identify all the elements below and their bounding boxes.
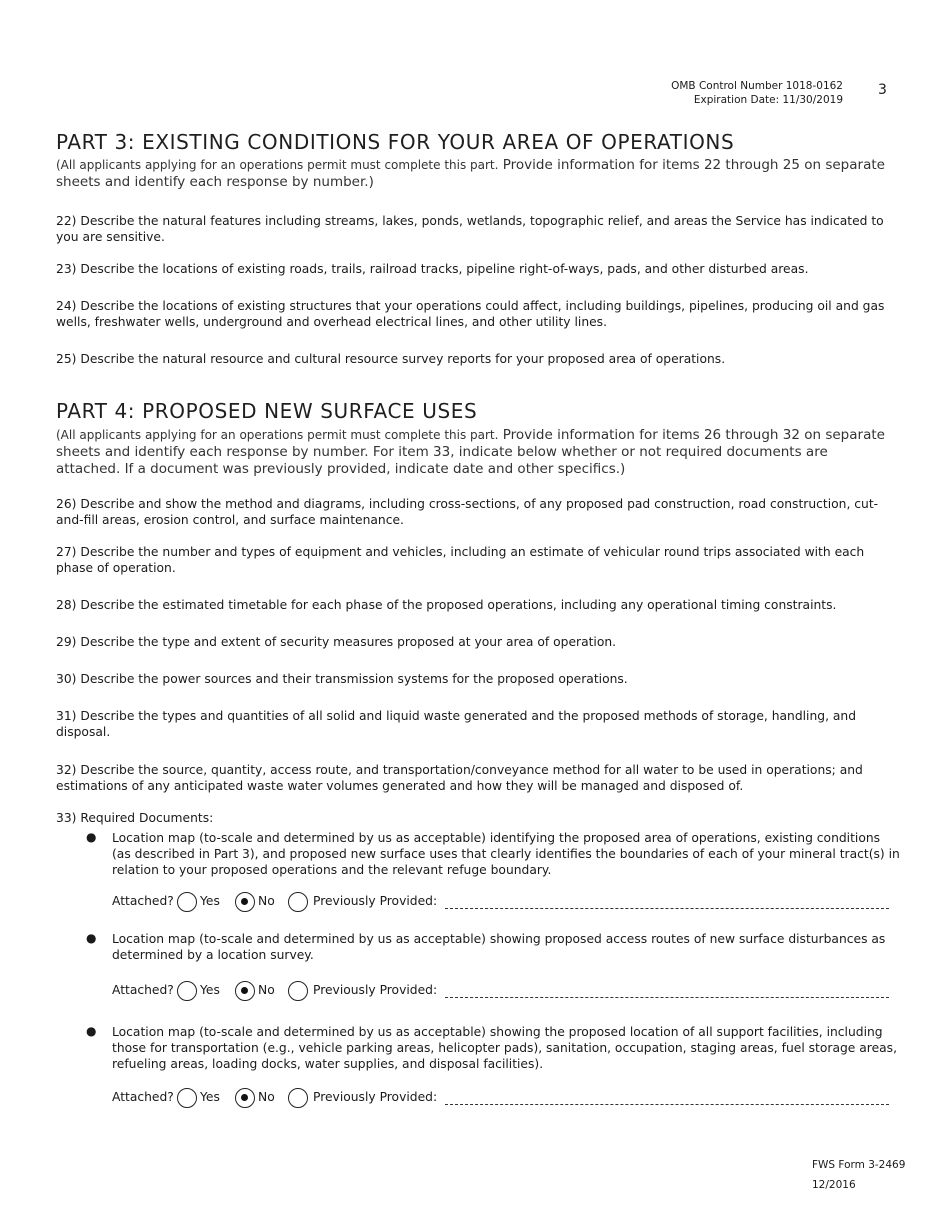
part4-intro-rest: Provide information for items 26 through 32 on separate sheets and identify each response by number. For item 33, indicate below whether or not required documents are attached. If a document was previously provided, indicate date and other specifics.) [56, 427, 885, 477]
document-3-text: Location map (to-scale and determined by us as acceptable) showing the proposed location of all support facilities, including those for transportation (e.g., vehicle parking areas, helicopter pads), sanitation, occupation, staging areas, fuel storage areas, refueling areas, loading docks, water supplies, and disposal facilities). [112, 1025, 898, 1071]
item-30: 30) Describe the power sources and their transmission systems for the proposed operations. [56, 672, 628, 686]
expiration-date: Expiration Date: 11/30/2019 [693, 94, 843, 106]
item-26: 26) Describe and show the method and diagrams, including cross-sections, of any proposed pad construction, road construction, cut-and-fill areas, erosion control, and surface maintenance. [56, 497, 879, 527]
item-23: 23) Describe the locations of existing roads, trails, railroad tracks, pipeline right-of-ways, pads, and other disturbed areas. [56, 262, 809, 276]
previously-provided-label: Previously Provided: [313, 1090, 438, 1104]
document-1-previously-radio[interactable] [288, 892, 308, 912]
document-2-yes-radio[interactable] [177, 981, 197, 1001]
omb-block [671, 79, 843, 107]
document-3-previously-field[interactable] [445, 1090, 889, 1105]
item-28: 28) Describe the estimated timetable for each phase of the proposed operations, including any operational timing constraints. [56, 598, 837, 612]
no-label: No [258, 1090, 275, 1104]
bullet-icon: ● [86, 830, 97, 844]
omb-control-number: OMB Control Number 1018-0162 [671, 80, 843, 92]
yes-label: Yes [200, 1090, 220, 1104]
item-31: 31) Describe the types and quantities of all solid and liquid waste generated and the proposed methods of storage, handling, and disposal. [56, 709, 857, 739]
item-32: 32) Describe the source, quantity, access route, and transportation/conveyance method for all water to be used in operations; and estimations of any anticipated waste water volumes generated and how they will be managed and disposed of. [56, 763, 863, 793]
item-25: 25) Describe the natural resource and cultural resource survey reports for your proposed area of operations. [56, 352, 726, 366]
page-number: 3 [878, 82, 887, 98]
yes-label: Yes [200, 983, 220, 997]
document-1-no-radio[interactable] [235, 892, 255, 912]
item-27: 27) Describe the number and types of equipment and vehicles, including an estimate of vehicular round trips associated with each phase of operation. [56, 545, 865, 575]
document-2-no-radio[interactable] [235, 981, 255, 1001]
no-label: No [258, 983, 275, 997]
footer-form-number: FWS Form 3-2469 [812, 1159, 906, 1171]
part3-intro-small: (All applicants applying for an operations permit must complete this part. [56, 158, 499, 172]
footer-form-date: 12/2016 [812, 1179, 856, 1191]
part3-title: PART 3: EXISTING CONDITIONS FOR YOUR AREA OF OPERATIONS [56, 130, 735, 154]
item-29: 29) Describe the type and extent of security measures proposed at your area of operation. [56, 635, 617, 649]
part3-intro-rest: Provide information for items 22 through 25 on separate sheets and identify each response by number.) [56, 157, 885, 190]
document-3-yes-radio[interactable] [177, 1088, 197, 1108]
previously-provided-label: Previously Provided: [313, 983, 438, 997]
document-3-previously-radio[interactable] [288, 1088, 308, 1108]
part3-intro [56, 157, 896, 191]
part4-title: PART 4: PROPOSED NEW SURFACE USES [56, 399, 478, 423]
document-2-previously-field[interactable] [445, 983, 889, 998]
document-2-text: Location map (to-scale and determined by us as acceptable) showing proposed access routes of new surface disturbances as determined by a location survey. [112, 932, 886, 962]
document-2-previously-radio[interactable] [288, 981, 308, 1001]
previously-provided-label: Previously Provided: [313, 894, 438, 908]
item-24: 24) Describe the locations of existing structures that your operations could affect, including buildings, pipelines, producing oil and gas wells, freshwater wells, underground and overhead electrical lines, and other utility lines. [56, 299, 885, 329]
attached-label: Attached? [112, 1090, 174, 1104]
document-3-no-radio[interactable] [235, 1088, 255, 1108]
item-22: 22) Describe the natural features including streams, lakes, ponds, wetlands, topographic relief, and areas the Service has indicated to you are sensitive. [56, 214, 884, 244]
item-33-label: 33) Required Documents: [56, 811, 214, 825]
document-1-previously-field[interactable] [445, 894, 889, 909]
yes-label: Yes [200, 894, 220, 908]
part4-intro [56, 427, 896, 478]
bullet-icon: ● [86, 931, 97, 945]
document-1-yes-radio[interactable] [177, 892, 197, 912]
attached-label: Attached? [112, 983, 174, 997]
attached-label: Attached? [112, 894, 174, 908]
bullet-icon: ● [86, 1024, 97, 1038]
part4-intro-small: (All applicants applying for an operations permit must complete this part. [56, 428, 499, 442]
document-1-text: Location map (to-scale and determined by us as acceptable) identifying the proposed area of operations, existing conditions (as described in Part 3), and proposed new surface uses that clearly identifies the boundaries of each of your mineral tract(s) in relation to your proposed operations and the relevant refuge boundary. [112, 831, 900, 877]
no-label: No [258, 894, 275, 908]
